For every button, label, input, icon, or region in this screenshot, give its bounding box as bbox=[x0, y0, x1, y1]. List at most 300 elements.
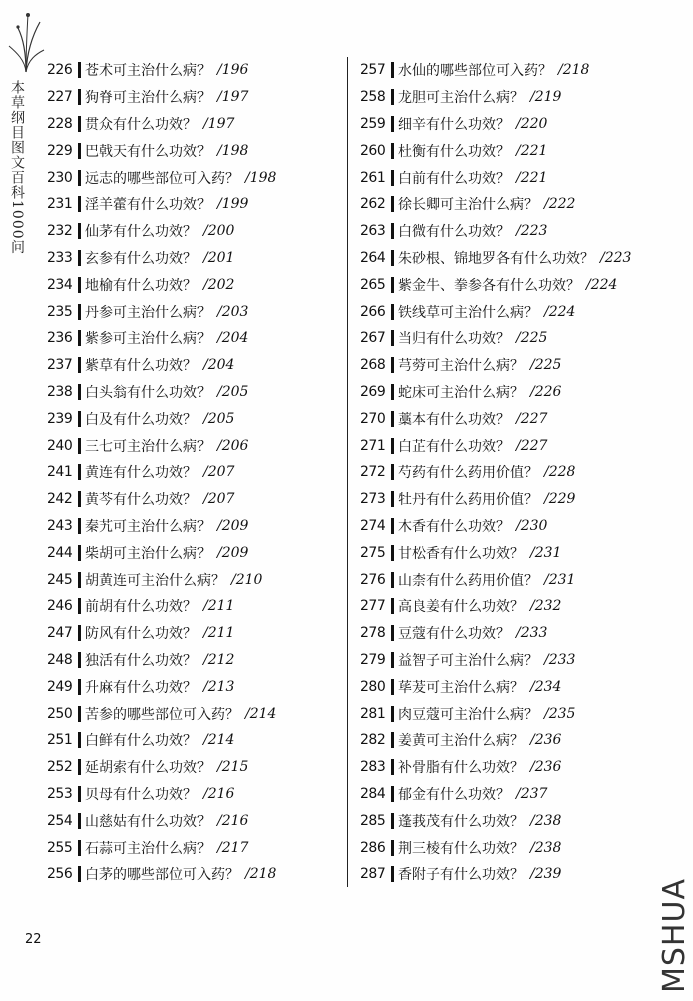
entry-question: 姜黄可主治什么病？ bbox=[398, 733, 524, 750]
entry-bar-marker bbox=[391, 330, 394, 346]
entry-number: 278 bbox=[360, 625, 386, 642]
entry-bar-marker bbox=[391, 196, 394, 212]
entry-question: 补骨脂有什么功效？ bbox=[398, 760, 524, 777]
entry-page-ref: /239 bbox=[530, 866, 562, 883]
entry-number: 286 bbox=[360, 839, 386, 856]
entry-page-ref: /225 bbox=[530, 357, 562, 374]
entry-page-ref: /211 bbox=[203, 625, 235, 642]
toc-entry bbox=[360, 566, 660, 593]
entry-number: 280 bbox=[360, 678, 386, 695]
entry-question: 前胡有什么功效？ bbox=[85, 599, 197, 616]
entry-number: 239 bbox=[47, 410, 73, 427]
entry-page-ref: /219 bbox=[530, 89, 562, 106]
entry-page-ref: /236 bbox=[530, 759, 562, 776]
entry-question: 杜衡有什么功效？ bbox=[398, 143, 510, 160]
column-divider bbox=[347, 57, 348, 887]
entry-page-ref: /229 bbox=[544, 491, 576, 508]
entry-bar-marker bbox=[391, 786, 394, 802]
entry-bar-marker bbox=[391, 250, 394, 266]
entry-page-ref: /216 bbox=[217, 812, 249, 829]
entry-page-ref: /209 bbox=[217, 517, 249, 534]
entry-number: 285 bbox=[360, 812, 386, 829]
entry-number: 265 bbox=[360, 276, 386, 293]
entry-bar-marker bbox=[391, 813, 394, 829]
entry-bar-marker bbox=[78, 304, 81, 320]
toc-entry bbox=[47, 620, 337, 647]
entry-page-ref: /204 bbox=[203, 357, 235, 374]
toc-entry bbox=[47, 325, 337, 352]
entry-number: 254 bbox=[47, 812, 73, 829]
toc-entry bbox=[360, 84, 660, 111]
entry-number: 246 bbox=[47, 598, 73, 615]
entry-question: 蓬莪茂有什么功效？ bbox=[398, 813, 524, 830]
toc-entry bbox=[47, 405, 337, 432]
entry-question: 苍术可主治什么病？ bbox=[85, 63, 211, 80]
entry-bar-marker bbox=[391, 170, 394, 186]
toc-entry bbox=[360, 834, 660, 861]
entry-bar-marker bbox=[78, 652, 81, 668]
toc-entry bbox=[47, 566, 337, 593]
toc-entry bbox=[360, 620, 660, 647]
entry-number: 230 bbox=[47, 169, 73, 186]
entry-number: 229 bbox=[47, 142, 73, 159]
entry-number: 226 bbox=[47, 62, 73, 79]
entry-bar-marker bbox=[78, 170, 81, 186]
entry-question: 荆三棱有什么功效？ bbox=[398, 840, 524, 857]
entry-bar-marker bbox=[78, 679, 81, 695]
entry-bar-marker bbox=[78, 625, 81, 641]
toc-entry bbox=[47, 673, 337, 700]
entry-question: 紫金牛、拳参各有什么功效？ bbox=[398, 277, 580, 294]
entry-bar-marker bbox=[78, 518, 81, 534]
entry-bar-marker bbox=[391, 518, 394, 534]
toc-entry bbox=[360, 191, 660, 218]
entry-number: 261 bbox=[360, 169, 386, 186]
toc-entry bbox=[47, 539, 337, 566]
entry-number: 287 bbox=[360, 866, 386, 883]
entry-number: 263 bbox=[360, 223, 386, 240]
entry-question: 铁线草可主治什么病？ bbox=[398, 304, 538, 321]
entry-number: 250 bbox=[47, 705, 73, 722]
entry-page-ref: /215 bbox=[217, 759, 249, 776]
toc-entry bbox=[47, 84, 337, 111]
toc-left-column bbox=[47, 57, 337, 888]
entry-page-ref: /236 bbox=[530, 732, 562, 749]
toc-entry bbox=[360, 781, 660, 808]
entry-question: 藁本有什么功效？ bbox=[398, 411, 510, 428]
entry-question: 黄芩有什么功效？ bbox=[85, 492, 197, 509]
entry-bar-marker bbox=[391, 866, 394, 882]
entry-bar-marker bbox=[78, 196, 81, 212]
entry-page-ref: /221 bbox=[516, 142, 548, 159]
entry-page-ref: /228 bbox=[544, 464, 576, 481]
entry-question: 益智子可主治什么病？ bbox=[398, 652, 538, 669]
entry-bar-marker bbox=[78, 89, 81, 105]
toc-entry bbox=[47, 513, 337, 540]
entry-page-ref: /207 bbox=[203, 491, 235, 508]
entry-page-ref: /227 bbox=[516, 437, 548, 454]
entry-bar-marker bbox=[78, 277, 81, 293]
entry-question: 独活有什么功效？ bbox=[85, 652, 197, 669]
toc-entry bbox=[47, 245, 337, 272]
entry-page-ref: /238 bbox=[530, 839, 562, 856]
entry-bar-marker bbox=[78, 786, 81, 802]
entry-number: 258 bbox=[360, 89, 386, 106]
toc-entry bbox=[47, 191, 337, 218]
entry-page-ref: /216 bbox=[203, 785, 235, 802]
entry-number: 281 bbox=[360, 705, 386, 722]
entry-bar-marker bbox=[78, 438, 81, 454]
toc-entry bbox=[360, 379, 660, 406]
toc-entry bbox=[360, 164, 660, 191]
toc-entry bbox=[360, 298, 660, 325]
entry-number: 256 bbox=[47, 866, 73, 883]
entry-question: 白芷有什么功效？ bbox=[398, 438, 510, 455]
toc-entry bbox=[360, 861, 660, 888]
entry-number: 271 bbox=[360, 437, 386, 454]
entry-bar-marker bbox=[391, 89, 394, 105]
entry-number: 262 bbox=[360, 196, 386, 213]
entry-number: 284 bbox=[360, 785, 386, 802]
entry-number: 240 bbox=[47, 437, 73, 454]
entry-number: 270 bbox=[360, 410, 386, 427]
entry-question: 巴戟天有什么功效？ bbox=[85, 143, 211, 160]
entry-number: 255 bbox=[47, 839, 73, 856]
entry-page-ref: /225 bbox=[516, 330, 548, 347]
entry-page-ref: /202 bbox=[203, 276, 235, 293]
toc-entry bbox=[360, 432, 660, 459]
toc-entry bbox=[47, 111, 337, 138]
entry-number: 268 bbox=[360, 357, 386, 374]
entry-bar-marker bbox=[78, 330, 81, 346]
entry-question: 远志的哪些部位可入药？ bbox=[85, 170, 239, 187]
entry-page-ref: /214 bbox=[245, 705, 277, 722]
entry-page-ref: /220 bbox=[516, 115, 548, 132]
entry-page-ref: /203 bbox=[217, 303, 249, 320]
toc-entry bbox=[47, 754, 337, 781]
entry-bar-marker bbox=[391, 706, 394, 722]
toc-entry bbox=[47, 57, 337, 84]
entry-question: 白微有什么功效？ bbox=[398, 224, 510, 241]
entry-question: 丹参可主治什么病？ bbox=[85, 304, 211, 321]
entry-question: 玄参有什么功效？ bbox=[85, 250, 197, 267]
toc-entry bbox=[47, 352, 337, 379]
entry-number: 249 bbox=[47, 678, 73, 695]
entry-question: 延胡索有什么功效？ bbox=[85, 760, 211, 777]
entry-number: 257 bbox=[360, 62, 386, 79]
entry-number: 253 bbox=[47, 785, 73, 802]
entry-page-ref: /231 bbox=[530, 544, 562, 561]
entry-page-ref: /224 bbox=[544, 303, 576, 320]
entry-number: 236 bbox=[47, 330, 73, 347]
entry-page-ref: /205 bbox=[203, 410, 235, 427]
entry-number: 259 bbox=[360, 115, 386, 132]
entry-number: 260 bbox=[360, 142, 386, 159]
entry-question: 升麻有什么功效？ bbox=[85, 679, 197, 696]
entry-bar-marker bbox=[391, 438, 394, 454]
entry-question: 甘松香有什么功效？ bbox=[398, 545, 524, 562]
entry-page-ref: /223 bbox=[516, 223, 548, 240]
entry-number: 266 bbox=[360, 303, 386, 320]
svg-text:MSHUA: MSHUA bbox=[657, 878, 692, 993]
entry-bar-marker bbox=[391, 840, 394, 856]
entry-number: 277 bbox=[360, 598, 386, 615]
entry-page-ref: /234 bbox=[530, 678, 562, 695]
entry-question: 木香有什么功效？ bbox=[398, 518, 510, 535]
entry-question: 蛇床可主治什么病？ bbox=[398, 384, 524, 401]
toc-entry bbox=[360, 111, 660, 138]
toc-entry bbox=[360, 807, 660, 834]
entry-question: 苦参的哪些部位可入药？ bbox=[85, 706, 239, 723]
toc-entry bbox=[360, 218, 660, 245]
entry-question: 紫草有什么功效？ bbox=[85, 358, 197, 375]
toc-entry bbox=[360, 352, 660, 379]
toc-entry bbox=[47, 861, 337, 888]
entry-question: 白及有什么功效？ bbox=[85, 411, 197, 428]
entry-bar-marker bbox=[78, 840, 81, 856]
toc-entry bbox=[47, 647, 337, 674]
entry-page-ref: /233 bbox=[544, 651, 576, 668]
entry-number: 227 bbox=[47, 89, 73, 106]
toc-entry bbox=[47, 379, 337, 406]
entry-number: 252 bbox=[47, 759, 73, 776]
entry-bar-marker bbox=[78, 384, 81, 400]
entry-bar-marker bbox=[78, 62, 81, 78]
entry-question: 肉豆蔻可主治什么病？ bbox=[398, 706, 538, 723]
entry-number: 245 bbox=[47, 571, 73, 588]
entry-bar-marker bbox=[78, 411, 81, 427]
entry-bar-marker bbox=[78, 813, 81, 829]
entry-page-ref: /207 bbox=[203, 464, 235, 481]
entry-bar-marker bbox=[391, 625, 394, 641]
toc-entry bbox=[360, 245, 660, 272]
entry-number: 238 bbox=[47, 383, 73, 400]
entry-page-ref: /218 bbox=[558, 62, 590, 79]
entry-question: 紫参可主治什么病？ bbox=[85, 331, 211, 348]
entry-question: 龙胆可主治什么病？ bbox=[398, 90, 524, 107]
toc-entry bbox=[360, 137, 660, 164]
entry-number: 267 bbox=[360, 330, 386, 347]
entry-question: 山柰有什么药用价值？ bbox=[398, 572, 538, 589]
entry-page-ref: /209 bbox=[217, 544, 249, 561]
toc-entry bbox=[47, 781, 337, 808]
toc-entry bbox=[360, 513, 660, 540]
entry-bar-marker bbox=[78, 732, 81, 748]
entry-question: 仙茅有什么功效？ bbox=[85, 224, 197, 241]
entry-bar-marker bbox=[391, 384, 394, 400]
entry-question: 山慈姑有什么功效？ bbox=[85, 813, 211, 830]
entry-number: 231 bbox=[47, 196, 73, 213]
entry-bar-marker bbox=[78, 357, 81, 373]
entry-bar-marker bbox=[391, 357, 394, 373]
toc-entry bbox=[47, 459, 337, 486]
entry-bar-marker bbox=[78, 598, 81, 614]
entry-bar-marker bbox=[391, 277, 394, 293]
entry-question: 柴胡可主治什么病？ bbox=[85, 545, 211, 562]
entry-bar-marker bbox=[391, 545, 394, 561]
entry-question: 牡丹有什么药用价值？ bbox=[398, 492, 538, 509]
toc-entry bbox=[47, 700, 337, 727]
entry-page-ref: /218 bbox=[245, 866, 277, 883]
entry-number: 248 bbox=[47, 651, 73, 668]
entry-page-ref: /224 bbox=[586, 276, 618, 293]
entry-question: 狗脊可主治什么病？ bbox=[85, 90, 211, 107]
entry-bar-marker bbox=[78, 545, 81, 561]
entry-question: 白鲜有什么功效？ bbox=[85, 733, 197, 750]
entry-question: 白前有什么功效？ bbox=[398, 170, 510, 187]
entry-question: 朱砂根、锦地罗各有什么功效？ bbox=[398, 250, 594, 267]
entry-bar-marker bbox=[391, 598, 394, 614]
toc-entry bbox=[360, 754, 660, 781]
entry-number: 234 bbox=[47, 276, 73, 293]
entry-question: 防风有什么功效？ bbox=[85, 626, 197, 643]
entry-page-ref: /217 bbox=[217, 839, 249, 856]
entry-page-ref: /232 bbox=[530, 598, 562, 615]
entry-bar-marker bbox=[391, 572, 394, 588]
entry-page-ref: /214 bbox=[203, 732, 235, 749]
toc-entry bbox=[47, 218, 337, 245]
entry-number: 282 bbox=[360, 732, 386, 749]
entry-question: 荜茇可主治什么病？ bbox=[398, 679, 524, 696]
entry-question: 白头翁有什么功效？ bbox=[85, 384, 211, 401]
entry-page-ref: /238 bbox=[530, 812, 562, 829]
toc-entry bbox=[360, 405, 660, 432]
entry-number: 242 bbox=[47, 491, 73, 508]
entry-number: 269 bbox=[360, 383, 386, 400]
entry-question: 贯众有什么功效？ bbox=[85, 116, 197, 133]
entry-page-ref: /237 bbox=[516, 785, 548, 802]
entry-page-ref: /223 bbox=[600, 249, 632, 266]
entry-bar-marker bbox=[78, 143, 81, 159]
toc-entry bbox=[360, 459, 660, 486]
toc-entry bbox=[360, 539, 660, 566]
entry-question: 淫羊藿有什么功效？ bbox=[85, 197, 211, 214]
entry-bar-marker bbox=[78, 572, 81, 588]
orchid-logo-icon bbox=[6, 10, 46, 74]
watermark-logo bbox=[654, 875, 693, 995]
entry-bar-marker bbox=[391, 732, 394, 748]
entry-question: 三七可主治什么病？ bbox=[85, 438, 211, 455]
entry-number: 283 bbox=[360, 759, 386, 776]
toc-entry bbox=[47, 593, 337, 620]
entry-page-ref: /212 bbox=[203, 651, 235, 668]
entry-question: 秦艽可主治什么病？ bbox=[85, 518, 211, 535]
entry-bar-marker bbox=[78, 706, 81, 722]
toc-entry bbox=[360, 593, 660, 620]
toc-entry bbox=[360, 325, 660, 352]
entry-page-ref: /235 bbox=[544, 705, 576, 722]
entry-bar-marker bbox=[391, 679, 394, 695]
entry-question: 徐长卿可主治什么病？ bbox=[398, 197, 538, 214]
toc-entry bbox=[47, 137, 337, 164]
toc-right-column bbox=[360, 57, 660, 888]
entry-number: 241 bbox=[47, 464, 73, 481]
toc-entry bbox=[47, 298, 337, 325]
entry-bar-marker bbox=[78, 223, 81, 239]
toc-entry bbox=[47, 727, 337, 754]
entry-number: 228 bbox=[47, 115, 73, 132]
entry-bar-marker bbox=[391, 759, 394, 775]
entry-question: 当归有什么功效？ bbox=[398, 331, 510, 348]
entry-bar-marker bbox=[391, 652, 394, 668]
toc-entry bbox=[47, 164, 337, 191]
entry-question: 芎䓖可主治什么病？ bbox=[398, 358, 524, 375]
entry-number: 251 bbox=[47, 732, 73, 749]
toc-entry bbox=[360, 486, 660, 513]
entry-number: 272 bbox=[360, 464, 386, 481]
toc-entry bbox=[47, 271, 337, 298]
entry-page-ref: /196 bbox=[217, 62, 249, 79]
entry-page-ref: /211 bbox=[203, 598, 235, 615]
entry-question: 高良姜有什么功效？ bbox=[398, 599, 524, 616]
entry-bar-marker bbox=[78, 491, 81, 507]
entry-page-ref: /197 bbox=[203, 115, 235, 132]
entry-bar-marker bbox=[78, 250, 81, 266]
entry-question: 芍药有什么药用价值？ bbox=[398, 465, 538, 482]
entry-question: 石蒜可主治什么病？ bbox=[85, 840, 211, 857]
entry-number: 279 bbox=[360, 651, 386, 668]
entry-number: 235 bbox=[47, 303, 73, 320]
toc-entry bbox=[360, 673, 660, 700]
entry-page-ref: /230 bbox=[516, 517, 548, 534]
entry-bar-marker bbox=[78, 866, 81, 882]
entry-page-ref: /204 bbox=[217, 330, 249, 347]
toc-entry bbox=[47, 486, 337, 513]
entry-number: 244 bbox=[47, 544, 73, 561]
entry-question: 地榆有什么功效？ bbox=[85, 277, 197, 294]
toc-entry bbox=[47, 834, 337, 861]
toc-entry bbox=[360, 647, 660, 674]
entry-bar-marker bbox=[391, 491, 394, 507]
entry-page-ref: /213 bbox=[203, 678, 235, 695]
entry-page-ref: /199 bbox=[217, 196, 249, 213]
entry-page-ref: /227 bbox=[516, 410, 548, 427]
entry-page-ref: /197 bbox=[217, 89, 249, 106]
entry-bar-marker bbox=[391, 223, 394, 239]
page-number: 22 bbox=[25, 932, 42, 947]
entry-number: 264 bbox=[360, 249, 386, 266]
toc-entry bbox=[360, 271, 660, 298]
entry-question: 香附子有什么功效？ bbox=[398, 867, 524, 884]
entry-page-ref: /221 bbox=[516, 169, 548, 186]
entry-bar-marker bbox=[391, 464, 394, 480]
entry-page-ref: /201 bbox=[203, 249, 235, 266]
entry-question: 郁金有什么功效？ bbox=[398, 786, 510, 803]
entry-bar-marker bbox=[391, 304, 394, 320]
entry-page-ref: /198 bbox=[217, 142, 249, 159]
entry-bar-marker bbox=[391, 62, 394, 78]
entry-question: 白茅的哪些部位可入药？ bbox=[85, 867, 239, 884]
book-title: 本草纲目图文百科1000问 bbox=[9, 80, 25, 255]
entry-question: 水仙的哪些部位可入药？ bbox=[398, 63, 552, 80]
toc-entry bbox=[47, 432, 337, 459]
entry-question: 细辛有什么功效？ bbox=[398, 116, 510, 133]
entry-number: 274 bbox=[360, 517, 386, 534]
entry-question: 贝母有什么功效？ bbox=[85, 786, 197, 803]
entry-number: 232 bbox=[47, 223, 73, 240]
toc-entry bbox=[360, 57, 660, 84]
entry-bar-marker bbox=[391, 116, 394, 132]
entry-page-ref: /233 bbox=[516, 625, 548, 642]
entry-question: 豆蔻有什么功效？ bbox=[398, 626, 510, 643]
entry-page-ref: /226 bbox=[530, 383, 562, 400]
entry-page-ref: /206 bbox=[217, 437, 249, 454]
entry-number: 237 bbox=[47, 357, 73, 374]
entry-number: 276 bbox=[360, 571, 386, 588]
entry-page-ref: /205 bbox=[217, 383, 249, 400]
entry-number: 275 bbox=[360, 544, 386, 561]
entry-number: 247 bbox=[47, 625, 73, 642]
